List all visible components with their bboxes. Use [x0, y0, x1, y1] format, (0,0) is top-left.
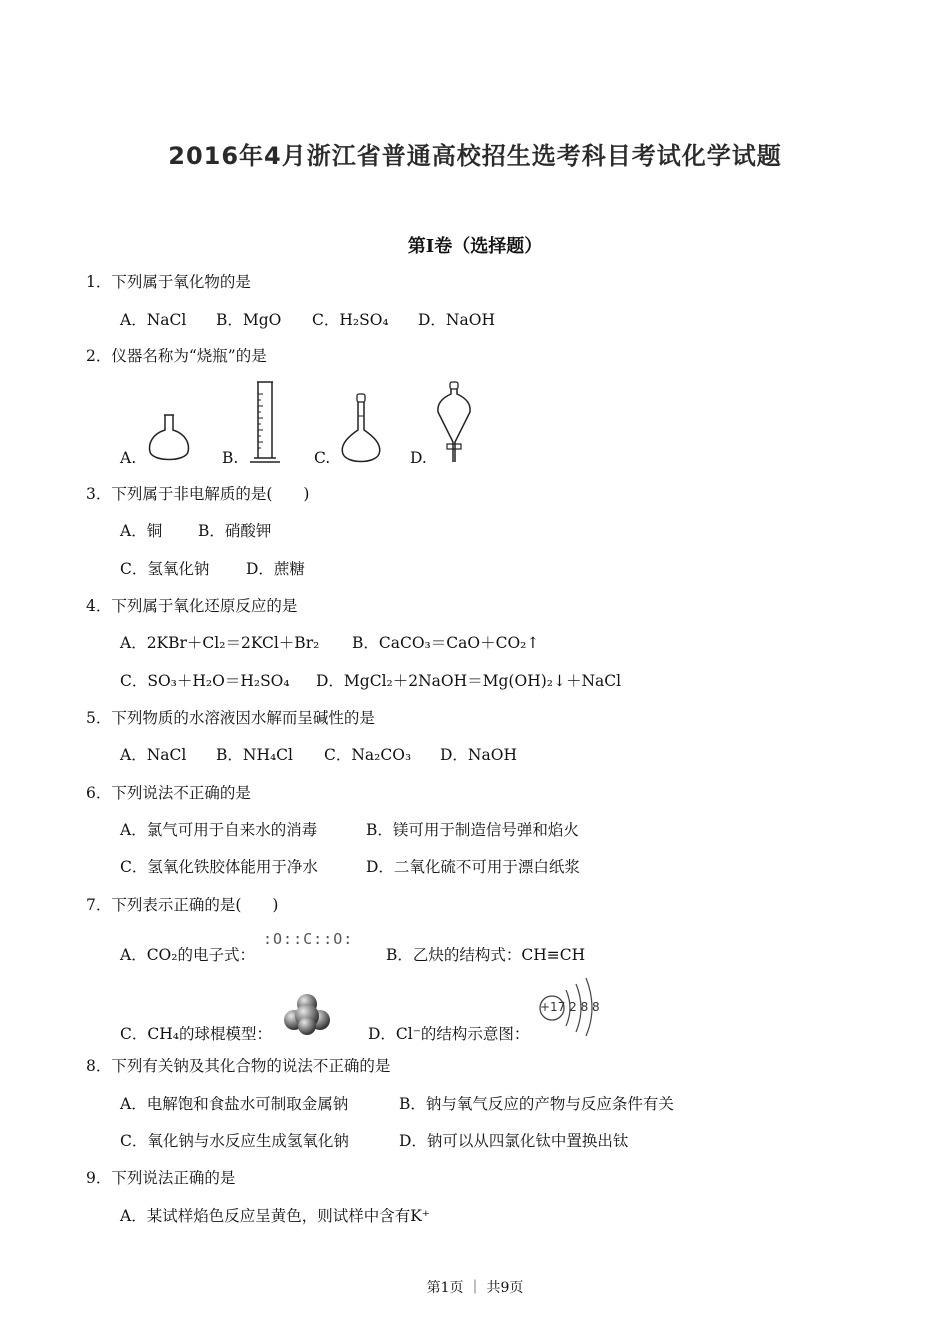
- question-1-options: [120, 310, 495, 330]
- q1-option-c: C．H₂SO₄: [312, 311, 389, 329]
- q3-option-b: B．硝酸钾: [198, 522, 272, 540]
- graduated-cylinder-icon: [248, 380, 282, 466]
- question-3-options-row2: [120, 559, 305, 579]
- page-footer: 第1页 ｜ 共9页: [426, 1280, 524, 1296]
- methane-ball-stick-model-icon: [282, 992, 332, 1036]
- question-8-options-row2: [120, 1131, 628, 1151]
- co2-electron-formula: :O::C::O:: [263, 930, 354, 948]
- question-6-stem: 6．下列说法不正确的是: [86, 784, 251, 802]
- q8-option-a: A．电解饱和食盐水可制取金属钠: [120, 1095, 349, 1113]
- q3-option-c: C．氢氧化钠: [120, 560, 210, 578]
- q6-option-c: C．氢氧化铁胶体能用于净水: [120, 858, 318, 876]
- section-title: 第I卷（选择题）: [407, 236, 543, 257]
- q7-option-d: D．Cl⁻的结构示意图：: [368, 1025, 530, 1043]
- q6-option-d: D．二氧化硫不可用于漂白纸浆: [366, 858, 580, 876]
- q5-option-b: B．NH₄Cl: [216, 746, 294, 764]
- q1-option-b: B．MgO: [216, 311, 282, 329]
- q4-option-d: D．MgCl₂＋2NaOH＝Mg(OH)₂↓＋NaCl: [316, 672, 622, 690]
- question-3-stem: 3．下列属于非电解质的是( ): [86, 485, 310, 503]
- page-title: 2016年4月浙江省普通高校招生选考科目考试化学试题: [168, 142, 782, 170]
- separatory-funnel-icon: [434, 380, 474, 466]
- question-6-options-row1: [120, 820, 579, 840]
- question-4-options-row1: [120, 633, 539, 653]
- question-2-stem: 2．仪器名称为“烧瓶”的是: [86, 347, 267, 365]
- question-6-options-row2: [120, 857, 580, 877]
- q7-option-c: C．CH₄的球棍模型：: [120, 1025, 272, 1043]
- q4-option-a: A．2KBr＋Cl₂＝2KCl＋Br₂: [120, 634, 320, 652]
- question-4-stem: 4．下列属于氧化还原反应的是: [86, 597, 298, 615]
- q1-option-d: D．NaOH: [418, 311, 495, 329]
- question-7-stem: 7．下列表示正确的是( ): [86, 896, 279, 914]
- question-5-options: [120, 745, 517, 765]
- q4-option-b: B．CaCO₃＝CaO＋CO₂↑: [352, 634, 540, 652]
- q2-option-d: D.: [410, 449, 427, 467]
- q5-option-d: D．NaOH: [440, 746, 517, 764]
- question-9-stem: 9．下列说法正确的是: [86, 1169, 236, 1187]
- q7-option-a: A．CO₂的电子式：: [120, 946, 255, 964]
- q6-option-a: A．氯气可用于自来水的消毒: [120, 821, 318, 839]
- question-8-stem: 8．下列有关钠及其化合物的说法不正确的是: [86, 1057, 391, 1075]
- q8-option-d: D．钠可以从四氯化钛中置换出钛: [399, 1132, 629, 1150]
- q2-option-a: A.: [120, 449, 137, 467]
- round-bottom-flask-icon: [146, 412, 192, 464]
- question-1-stem: 1．下列属于氧化物的是: [86, 273, 251, 291]
- q7-option-b: B．乙炔的结构式：CH≡CH: [386, 946, 586, 964]
- q3-option-a: A．铜: [120, 522, 163, 540]
- q5-option-a: A．NaCl: [120, 746, 187, 764]
- q2-option-b: B.: [222, 449, 239, 467]
- chloride-structure-label: +17 2 8 8: [540, 1000, 600, 1014]
- q3-option-d: D．蔗糖: [246, 560, 305, 578]
- q1-option-a: A．NaCl: [120, 311, 187, 329]
- q5-option-c: C．Na₂CO₃: [324, 746, 412, 764]
- question-4-options-row2: [120, 671, 621, 691]
- question-5-stem: 5．下列物质的水溶液因水解而呈碱性的是: [86, 709, 375, 727]
- q8-option-c: C．氧化钠与水反应生成氢氧化钠: [120, 1132, 349, 1150]
- question-3-options-row1: [120, 521, 271, 541]
- q9-option-a: A．某试样焰色反应呈黄色，则试样中含有K⁺: [120, 1207, 430, 1225]
- q2-option-c: C.: [314, 449, 331, 467]
- volumetric-flask-icon: [338, 392, 384, 466]
- q4-option-c: C．SO₃＋H₂O＝H₂SO₄: [120, 672, 290, 690]
- q6-option-b: B．镁可用于制造信号弹和焰火: [366, 821, 579, 839]
- question-8-options-row1: [120, 1094, 674, 1114]
- q8-option-b: B．钠与氧气反应的产物与反应条件有关: [399, 1095, 674, 1113]
